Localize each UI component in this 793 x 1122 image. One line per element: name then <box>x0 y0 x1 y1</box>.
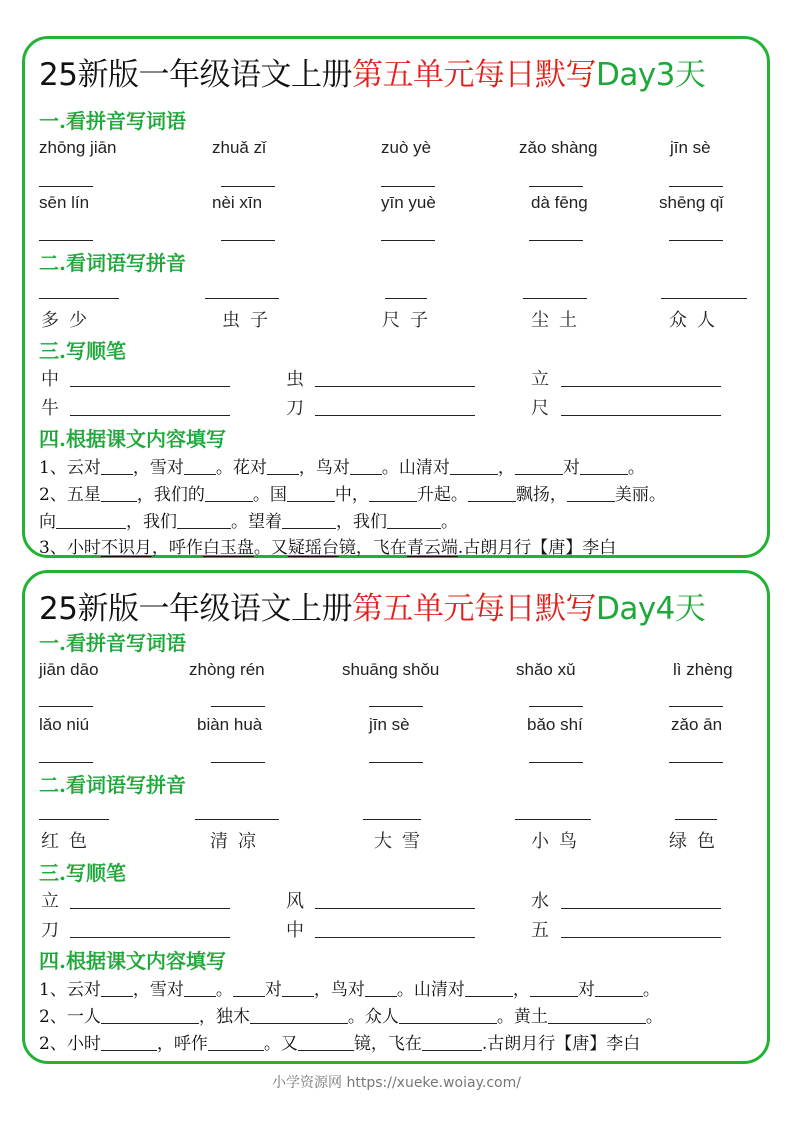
answer-blank[interactable] <box>39 762 93 763</box>
pinyin-prompt: zhòng rén <box>189 660 265 679</box>
worksheet-title: 25新版一年级语文上册第五单元每日默写Day4天 <box>39 591 706 627</box>
answer-blank[interactable] <box>387 512 441 529</box>
answer-blank[interactable] <box>177 512 231 529</box>
answer-blank[interactable] <box>56 512 126 529</box>
answer-blank[interactable] <box>101 980 133 997</box>
stroke-character: 刀 <box>41 920 59 941</box>
section-fill-in-text: 四.根据课文内容填写 <box>39 427 226 451</box>
pinyin-prompt: yīn yuè <box>381 193 436 212</box>
pinyin-prompt: nèi xīn <box>212 193 263 212</box>
worksheet-day4 <box>22 570 770 1064</box>
answer-blank[interactable] <box>287 485 335 502</box>
answer-blank[interactable] <box>350 458 382 475</box>
word-prompt: 清凉 <box>210 831 266 852</box>
answer-blank[interactable] <box>669 186 723 187</box>
pinyin-prompt: shuāng shǒu <box>342 660 440 679</box>
answer-blank[interactable] <box>369 762 423 763</box>
stroke-character: 风 <box>286 891 304 912</box>
section-fill-in-text: 四.根据课文内容填写 <box>39 949 226 973</box>
section-words-to-pinyin: 二.看词语写拼音 <box>39 773 186 797</box>
fill-in-line: 1、云对 ，雪对 。花对 ，鸟对 。山清对 ， 对 。 <box>39 458 645 478</box>
answer-blank[interactable] <box>661 298 747 299</box>
answer-blank[interactable] <box>529 762 583 763</box>
pinyin-prompt: shǎo xǔ <box>516 660 576 679</box>
stroke-character: 牛 <box>41 398 59 419</box>
pinyin-prompt: jīn sè <box>670 138 711 157</box>
answer-blank[interactable] <box>399 1007 497 1024</box>
answer-blank[interactable] <box>529 240 583 241</box>
stroke-character: 尺 <box>531 398 549 419</box>
word-prompt: 大雪 <box>374 831 430 852</box>
answer-blank[interactable] <box>39 186 93 187</box>
answer-blank[interactable] <box>267 458 299 475</box>
footer-source: 小学资源网 https://xueke.woiay.com/ <box>272 1075 521 1091</box>
answer-blank[interactable] <box>548 1007 646 1024</box>
answer-blank[interactable] <box>282 512 336 529</box>
fill-in-line: 2、五星 ，我们的 。国 中， 升起。 飘扬， 美丽。 <box>39 485 666 505</box>
pinyin-prompt: zhuǎ zǐ <box>212 138 266 157</box>
word-prompt: 尘土 <box>531 310 587 331</box>
pinyin-prompt: jiān dāo <box>39 660 99 679</box>
answer-blank[interactable] <box>70 908 230 909</box>
word-prompt: 绿色 <box>669 831 725 852</box>
answer-blank[interactable] <box>315 908 475 909</box>
section-words-to-pinyin: 二.看词语写拼音 <box>39 251 186 275</box>
pinyin-prompt: bǎo shí <box>527 715 583 734</box>
answer-blank[interactable] <box>561 415 721 416</box>
pinyin-prompt: jīn sè <box>369 715 410 734</box>
pinyin-prompt: zuò yè <box>381 138 432 157</box>
answer-blank[interactable] <box>365 980 397 997</box>
answer-blank[interactable] <box>595 980 643 997</box>
answer-blank[interactable] <box>39 298 119 299</box>
word-prompt: 红色 <box>41 831 97 852</box>
answer-blank[interactable] <box>233 980 265 997</box>
answer-blank[interactable] <box>530 980 578 997</box>
answer-blank[interactable] <box>211 762 265 763</box>
pinyin-prompt: zǎo ān <box>671 715 723 734</box>
stroke-character: 五 <box>531 920 549 941</box>
answer-blank[interactable] <box>315 937 475 938</box>
answer-blank[interactable] <box>669 240 723 241</box>
pinyin-prompt: biàn huà <box>197 715 263 734</box>
answer-blank[interactable] <box>363 819 421 820</box>
answer-blank[interactable] <box>465 980 513 997</box>
stroke-character: 中 <box>286 920 304 941</box>
pinyin-prompt: zǎo shàng <box>519 138 598 157</box>
answer-blank[interactable] <box>101 1034 157 1051</box>
section-pinyin-to-words: 一.看拼音写词语 <box>39 631 186 655</box>
answer-blank[interactable] <box>669 762 723 763</box>
answer-blank[interactable] <box>561 937 721 938</box>
answer-blank[interactable] <box>184 458 216 475</box>
answer-blank[interactable] <box>561 386 721 387</box>
pinyin-prompt: zhōng jiān <box>39 138 117 157</box>
fill-in-line: 1、云对 ，雪对 。 对 ，鸟对 。山清对 ， 对 。 <box>39 980 660 1000</box>
answer-blank[interactable] <box>70 386 230 387</box>
answer-blank[interactable] <box>101 485 137 502</box>
worksheet-title: 25新版一年级语文上册第五单元每日默写Day3天 <box>39 57 706 93</box>
answer-blank[interactable] <box>385 298 427 299</box>
stroke-character: 立 <box>531 369 549 390</box>
stroke-character: 水 <box>531 891 549 912</box>
pinyin-prompt: lǎo niú <box>39 715 90 734</box>
pinyin-prompt: dà fēng <box>531 193 588 212</box>
answer-blank[interactable] <box>39 240 93 241</box>
pinyin-prompt: lì zhèng <box>673 660 733 679</box>
answer-blank[interactable] <box>422 1034 482 1051</box>
answer-blank[interactable] <box>369 706 423 707</box>
fill-in-line: 向 ，我们 。望着 ，我们 。 <box>39 512 458 532</box>
answer-blank[interactable] <box>205 298 279 299</box>
answer-blank[interactable] <box>39 706 93 707</box>
section-pinyin-to-words: 一.看拼音写词语 <box>39 109 186 133</box>
answer-blank[interactable] <box>468 485 516 502</box>
answer-blank[interactable] <box>70 937 230 938</box>
answer-blank[interactable] <box>184 980 216 997</box>
answer-blank[interactable] <box>381 186 435 187</box>
answer-blank[interactable] <box>561 908 721 909</box>
answer-blank[interactable] <box>39 819 109 820</box>
fill-in-line: 3、小时不识月，呼作白玉盘。又疑瑶台镜，飞在青云端.古朗月行【唐】李白 <box>39 538 617 558</box>
stroke-character: 虫 <box>286 369 304 390</box>
pinyin-prompt: sēn lín <box>39 193 90 212</box>
stroke-character: 中 <box>41 369 59 390</box>
word-prompt: 众人 <box>669 310 725 331</box>
fill-in-line: 2、小时 ，呼作 。又 镜，飞在 .古朗月行【唐】李白 <box>39 1034 641 1054</box>
word-prompt: 虫子 <box>222 310 278 331</box>
answer-blank[interactable] <box>101 458 133 475</box>
worksheet-day3 <box>22 36 770 558</box>
section-stroke-order: 三.写顺笔 <box>39 339 126 363</box>
section-stroke-order: 三.写顺笔 <box>39 861 126 885</box>
word-prompt: 多少 <box>41 310 97 331</box>
answer-blank[interactable] <box>315 386 475 387</box>
pinyin-prompt: shēng qǐ <box>659 193 724 212</box>
answer-blank[interactable] <box>515 819 591 820</box>
answer-blank[interactable] <box>669 706 723 707</box>
answer-blank[interactable] <box>523 298 587 299</box>
answer-blank[interactable] <box>369 485 417 502</box>
answer-blank[interactable] <box>221 186 275 187</box>
answer-blank[interactable] <box>101 1007 199 1024</box>
answer-blank[interactable] <box>250 1007 348 1024</box>
answer-blank[interactable] <box>282 980 314 997</box>
answer-blank[interactable] <box>205 485 253 502</box>
answer-blank[interactable] <box>211 706 265 707</box>
fill-in-line: 2、一人 ，独木 。众人 。黄土 。 <box>39 1007 663 1027</box>
answer-blank[interactable] <box>381 240 435 241</box>
answer-blank[interactable] <box>195 819 279 820</box>
word-prompt: 尺子 <box>382 310 438 331</box>
answer-blank[interactable] <box>70 415 230 416</box>
answer-blank[interactable] <box>450 458 498 475</box>
stroke-character: 立 <box>41 891 59 912</box>
answer-blank[interactable] <box>315 415 475 416</box>
answer-blank[interactable] <box>675 819 717 820</box>
answer-blank[interactable] <box>529 706 583 707</box>
answer-blank[interactable] <box>298 1034 354 1051</box>
answer-blank[interactable] <box>580 458 628 475</box>
answer-blank[interactable] <box>529 186 583 187</box>
answer-blank[interactable] <box>221 240 275 241</box>
answer-blank[interactable] <box>567 485 615 502</box>
stroke-character: 刀 <box>286 398 304 419</box>
answer-blank[interactable] <box>515 458 563 475</box>
word-prompt: 小鸟 <box>531 831 587 852</box>
answer-blank[interactable] <box>208 1034 264 1051</box>
